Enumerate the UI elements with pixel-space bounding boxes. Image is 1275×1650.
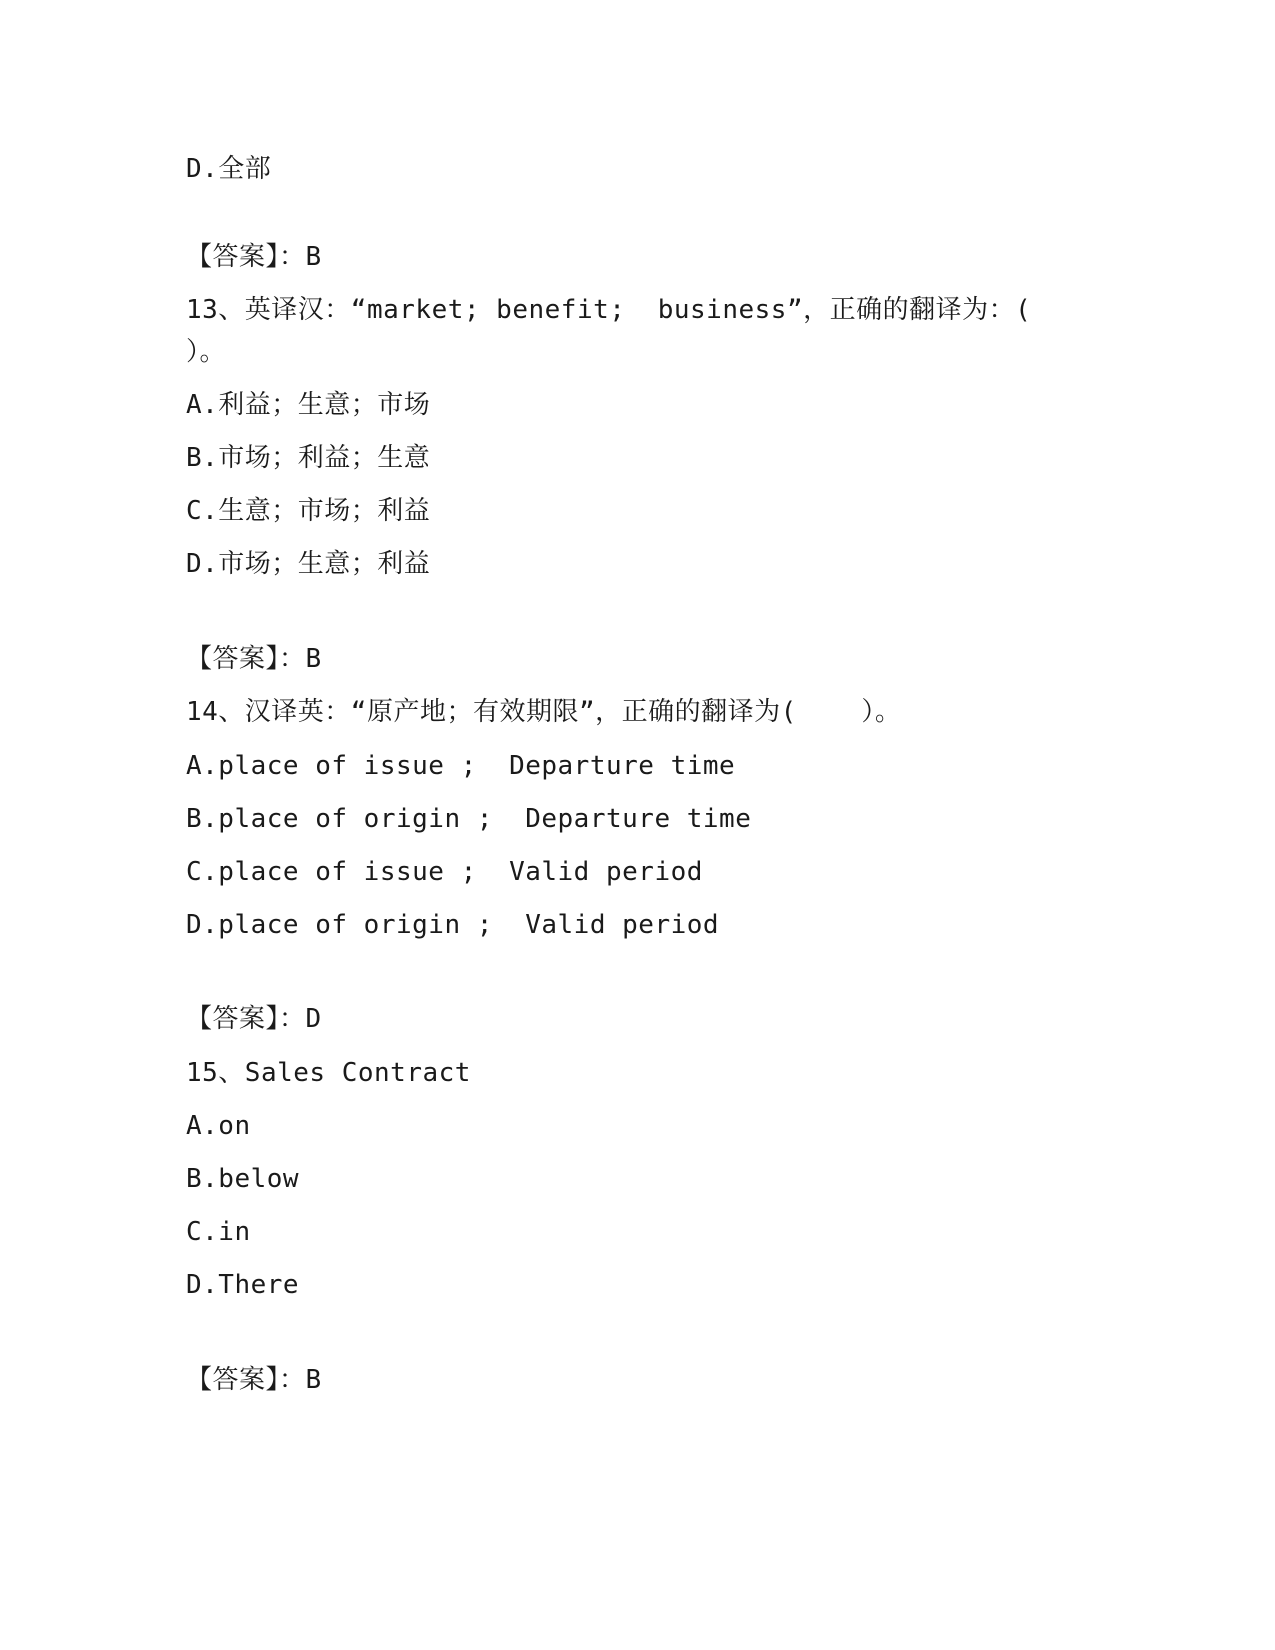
option-c-q15: C.in (186, 1217, 251, 1247)
option-d-q13: D.市场；生意；利益 (186, 549, 431, 579)
answer-q15: 【答案】：B (186, 1365, 322, 1395)
option-b-q13: B.市场；利益；生意 (186, 443, 431, 473)
answer-q12: 【答案】：B (186, 242, 322, 272)
question-13: 13、英译汉：“market; benefit; business”，正确的翻译为：( (186, 295, 1032, 325)
question-14: 14、汉译英：“原产地；有效期限”，正确的翻译为( ）。 (186, 697, 902, 727)
option-d-q15: D.There (186, 1270, 300, 1300)
answer-q13: 【答案】：B (186, 644, 322, 674)
option-c-q14: C.place of issue ; Valid period (186, 857, 703, 887)
option-a-q15: A.on (186, 1111, 251, 1141)
question-15: 15、Sales Contract (186, 1058, 471, 1088)
option-d-q14: D.place of origin ; Valid period (186, 910, 720, 940)
option-b-q15: B.below (186, 1164, 300, 1194)
option-a-q14: A.place of issue ; Departure time (186, 751, 736, 781)
option-a-q13: A.利益；生意；市场 (186, 390, 431, 420)
option-c-q13: C.生意；市场；利益 (186, 496, 431, 526)
question-13-continued: ）。 (186, 337, 227, 367)
answer-q14: 【答案】：D (186, 1004, 322, 1034)
option-b-q14: B.place of origin ; Departure time (186, 804, 752, 834)
option-d-q12: D.全部 (186, 154, 272, 184)
